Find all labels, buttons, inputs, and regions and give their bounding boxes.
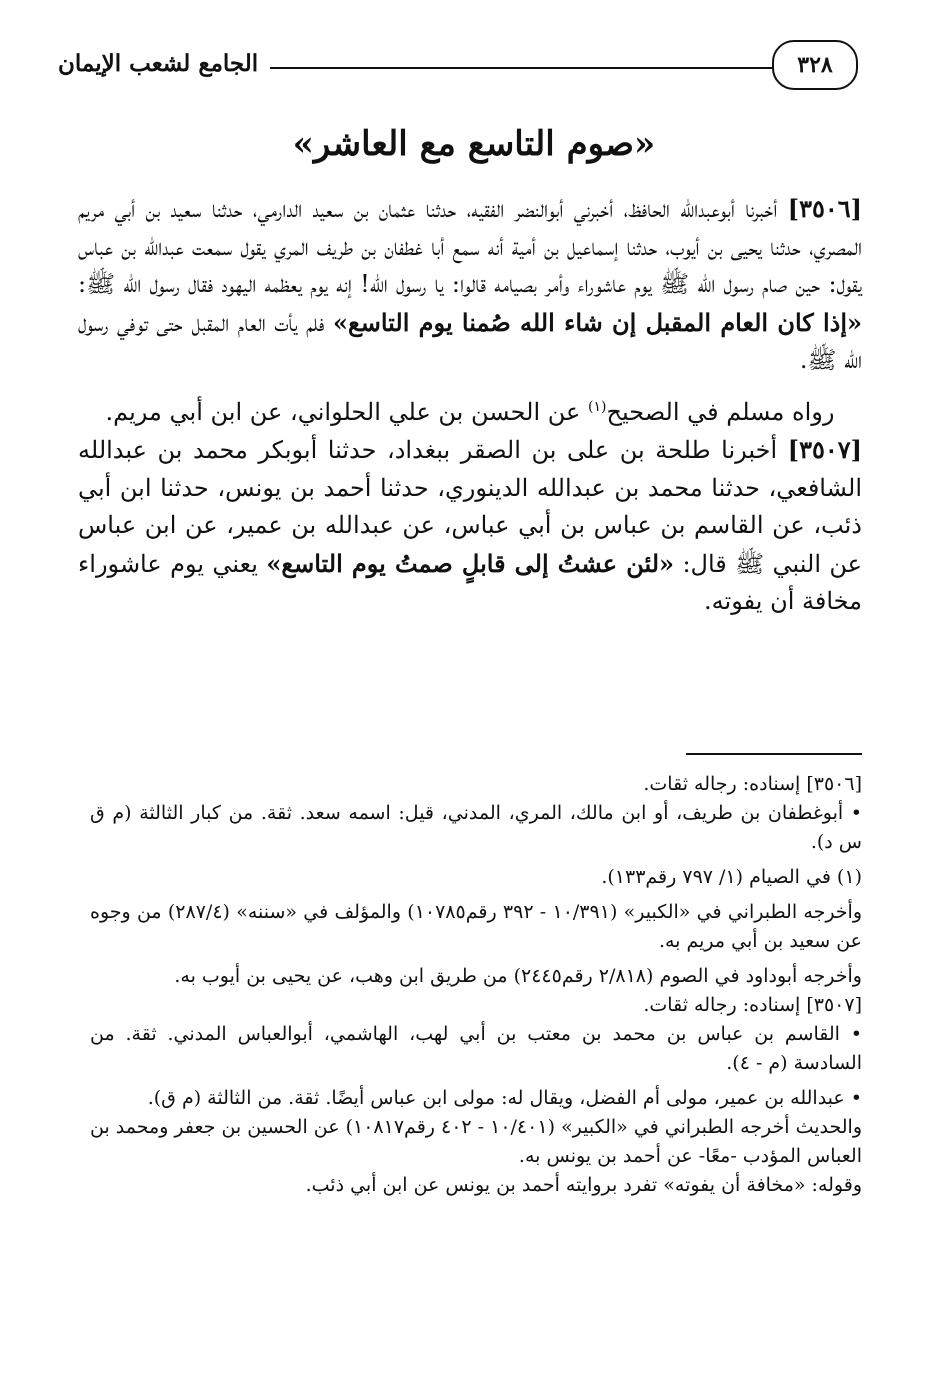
hadith-3506 xyxy=(78,190,862,380)
book-title: الجامع لشعب الإيمان xyxy=(58,50,259,77)
footnotes xyxy=(90,770,862,1200)
footnote-narrator: • أبوغطفان بن طريف، أو ابن مالك، المري، المدني، قيل: اسمه سعد. ثقة. من كبار الثالثة (م ق س د). xyxy=(90,802,862,853)
footnote-separator xyxy=(686,753,862,755)
footnote-reference-1: (١) في الصيام (١/ ٧٩٧ رقم١٣٣). xyxy=(601,866,862,888)
hadith-3507 xyxy=(78,431,862,621)
footnote-takhrij: والحديث أخرجه الطبراني في «الكبير» (١٠/٤٠١ - ٤٠٢ رقم١٠٨١٧) عن الحسين بن جعفر ومحمد بن العباس المؤدب -معًا- عن أحمد بن يونس به. xyxy=(90,1116,862,1167)
hadith-quote: «لئن عشتُ إلى قابلٍ صمتُ يوم التاسع» xyxy=(266,548,675,578)
hadith-number: [٣٥٠٦] xyxy=(787,194,862,223)
footnote-narrator: • القاسم بن عباس بن محمد بن معتب بن أبي لهب، الهاشمي، أبوالعباس المدني. ثقة. من السادسة (م - ٤). xyxy=(90,1023,862,1074)
footnote-reference: (١) xyxy=(588,398,607,415)
hadith-text: أخبرنا أبوعبدالله الحافظ، أخبرني أبوالنضر الفقيه، حدثنا عثمان بن سعيد الدارمي، حدثنا سعيد بن أبي مريم المصري، حدثنا يحيى بن أيوب، حدثنا إسماعيل بن أمية أنه سمع أبا غطفان بن طريف المري يقول سمعت عبدالله بن عباس يقول: حين صام رسول الله ﷺ يوم عاشوراء وأمر بصيامه قالوا: يا رسول الله! إنه يوم يعظمه اليهود فقال رسول الله ﷺ: xyxy=(78,195,862,298)
footnote-remark: وقوله: «مخافة أن يفوته» تفرد بروايته أحمد بن يونس عن ابن أبي ذئب. xyxy=(305,1174,862,1196)
hadith-text: فلم يأت العام المقبل حتى توفي رسول الله ﷺ. xyxy=(78,308,862,374)
chapter-heading: «صوم التاسع مع العاشر» xyxy=(292,124,656,164)
header-rule xyxy=(270,67,774,69)
hadith-quote: «إذا كان العام المقبل إن شاء الله صُمنا يوم التاسع» xyxy=(332,307,862,337)
footnote-takhrij: وأخرجه أبوداود في الصوم (٢/٨١٨ رقم٢٤٤٥) من طريق ابن وهب، عن يحيى بن أيوب به. xyxy=(174,965,862,987)
narration-citation xyxy=(78,394,862,432)
citation-text: عن الحسن بن علي الحلواني، عن ابن أبي مريم. xyxy=(105,397,581,426)
main-text xyxy=(78,190,862,621)
footnote-takhrij: وأخرجه الطبراني في «الكبير» (١٠/٣٩١ - ٣٩٢ رقم١٠٧٨٥) والمؤلف في «سننه» (٢٨٧/٤) من وجوه عن سعيد بن أبي مريم به. xyxy=(90,901,863,952)
footnote-isnad: [٣٥٠٦] إسناده: رجاله ثقات. xyxy=(643,773,862,795)
footnote-narrator: • عبدالله بن عمير، مولى أم الفضل، ويقال له: مولى ابن عباس أيضًا. ثقة. من الثالثة (م ق). xyxy=(147,1087,862,1109)
hadith-text: يعني يوم عاشوراء مخافة أن يفوته. xyxy=(78,549,862,615)
hadith-number: [٣٥٠٧] xyxy=(787,435,862,464)
footnote-isnad: [٣٥٠٧] إسناده: رجاله ثقات. xyxy=(643,994,862,1016)
hadith-text: أخبرنا طلحة بن على بن الصقر ببغداد، حدثنا أبوبكر محمد بن عبدالله الشافعي، حدثنا محمد بن عبدالله الدينوري، حدثنا أحمد بن يونس، حدثنا ابن أبي ذئب، عن القاسم بن عباس بن أبي عباس، عن عبدالله بن عمير، عن ابن عباس عن النبي ﷺ قال: xyxy=(78,436,862,578)
page-header xyxy=(58,40,858,100)
citation-text: رواه مسلم في الصحيح xyxy=(606,397,835,426)
page-number: ٣٢٨ xyxy=(772,40,858,90)
